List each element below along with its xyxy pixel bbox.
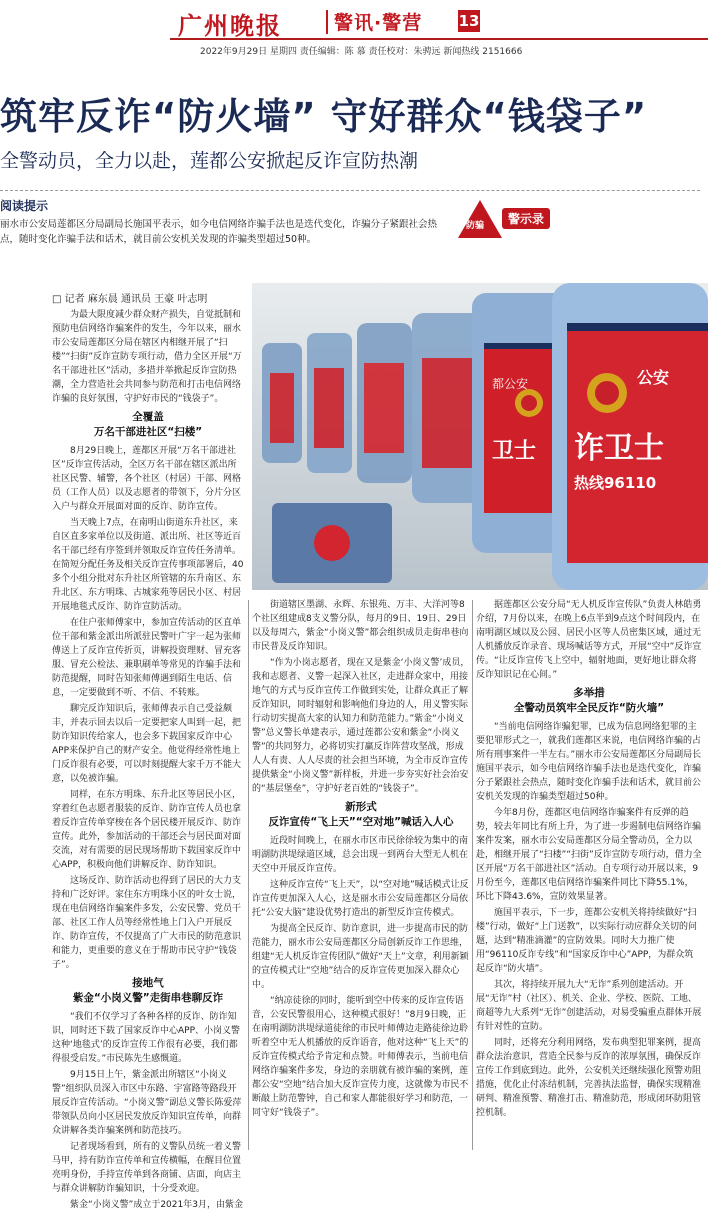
masthead-separator [326, 10, 328, 34]
paragraph: 记者现场看到，所有的义警队员统一着义警马甲，持有防诈宣传单和宣传横幅，在醒目位置亮明身份，手持宣传单到各商铺、店面，向店主与群众讲解防诈骗知识，十分受欢迎。 [52, 1142, 242, 1194]
paragraph: “当前电信网络诈骗犯罪，已成为信息网络犯罪的主要犯罪形式之一，就我们莲都区来说，电信网络诈骗的占所有刑事案件一半左右。”丽水市公安局莲都区分局副局长施国平表示，如今电信网络诈骗手法也是迭代变化，诈骗分子紧跟社会热点，随时变化诈骗手法和话术，就目前公安机关发现的诈骗类型超过50种。 [476, 722, 702, 802]
paragraph: 为最大限度减少群众财产损失，自觉抵制和预防电信网络诈骗案件的发生，今年以来，丽水市公安局莲都区分局在辖区内相继开展了“扫楼”“扫街”反诈宣防专项行动，借力全区开展“万名干部进社区”活动，多措并举掀起反诈宣防热潮，全力营造社会共同参与防范和打击电信网络诈骗的良好氛围，守护好市民的“钱袋子”。 [52, 310, 242, 404]
byline: □ 记者 麻东晨 通讯员 王豪 叶志明 [52, 294, 208, 305]
warning-badge [458, 200, 568, 240]
article-column-3 [476, 598, 702, 1158]
read-hint-text: 丽水市公安局莲都区分局副局长施国平表示，如今电信网络诈骗手法也是迭代变化，诈骗分子紧跟社会热点，随时变化诈骗手法和话术，就目前公安机关发现的诈骗类型超过50种。 [0, 219, 438, 245]
vest-text-5: 公安 [637, 368, 670, 387]
section-heading: 新形式 反诈宣传“飞上天”“空对地”喊话入人心 [268, 801, 454, 828]
warning-label: 警示录 [502, 208, 550, 229]
column-divider [472, 600, 473, 1150]
paragraph: 同样，在东方明珠、东升北区等居民小区，穿着红色志愿者服装的反诈、防诈宣传人员也拿着反诈宣传单穿梭在各个居民楼开展反诈、防诈宣传。此外，参加活动的干部还会与居民面对面交流，对有需要的居民现场帮助下载国家反诈中心APP，积极向他们讲解反诈、防诈知识。 [52, 790, 242, 870]
section-name: 警讯·警营 [334, 12, 423, 34]
paragraph: 这场反诈、防诈活动也得到了居民的大力支持和广泛好评。家住东方明珠小区的叶女士说，现在电信网络诈骗案件多发，公安民警、党员干部、社区工作人员等经常性地上门入户开展反诈、防诈宣传，不仅提高了广大市民的防范意识和能力，更重要的意义在于帮助市民守护“钱袋子”。 [52, 876, 242, 970]
police-photo [252, 283, 708, 590]
read-hint [0, 190, 700, 253]
section-heading: 全覆盖 万名干部进社区“扫楼” [93, 411, 203, 438]
headline: 筑牢反诈“防火墙” 守好群众“钱袋子” [0, 95, 648, 138]
paragraph: 聊完反诈知识后，张师傅表示自己受益颇丰，并表示回去以后一定要把家人叫到一起，把防诈知识传给家人，也会多下载国家反诈中心APP来保护自己的财产安全。他觉得经常性地上门反诈很有必要，可以时刻提醒大家千万不能大意，以免被诈骗。 [52, 704, 242, 784]
paragraph: 当天晚上7点，在南明山街道东升社区，来自区直多家单位以及街道、派出所、社区等近百名干部已经有序签到并领取反诈宣传任务清单。在简短分配任务及相关反诈宣传事项部署后，40多个小组分批对东升社区所管辖的东升南区、东升北区、东方明珠、古城家苑等居民小区、村居开展地毯式反诈、防诈宣防活动。 [52, 518, 244, 612]
paragraph: “作为小岗志愿者，现在又是紫金‘小岗义警’成员，我和志愿者、义警一起深入社区，走进群众家中，用接地气的方式与反诈宣传工作做到实处，让群众真正了解反诈知识，同时辐射和影响他们身边的人，用义警实际行动切实提高大家的认知力和防范能力。”紫金“小岗义警”总义警长单建表示，通过莲都公安和紫金“小岗义警”的共同努力，必将切实打赢反诈阵营攻坚战，形成人人有责、人人尽责的社会担当环境，为全市反诈宣传提供紫金“小岗义警”新样板，并进一步夯实好社会治安的“基层堡垒”，守护好老百姓的“钱袋子”。 [252, 658, 470, 794]
paragraph: “纳凉徒徐的同时，能听到空中传来的反诈宣传语音，公安民警很用心，这种模式很好！”8月9日晚，正在南明湖防洪堤绿道徒徐的市民叶师傅边走路徒徐边聆听着空中无人机播放的反诈语音，他对这种“飞上天”的反诈宣传模式给予肯定和点赞。叶师傅表示，当前电信网络诈骗案件多发，身边的亲朋就有被诈骗的案例，莲都公安“空地”结合加大反诈宣传力度，这就像为市民不断敲上防范警钟，自己和家人都能很好学习和防范，一同守好“钱袋子”。 [252, 996, 469, 1118]
paragraph: 据莲都区公安分局“无人机反诈宣传队”负责人林皓勇介绍，7月份以来，在晚上6点半到9点这个时间段内，在南明湖区域以及公园、居民小区等人员密集区域，通过无人机播放反诈录音、现场喊话等方式，开展“空中”反诈宣传。“让反诈宣传飞上空中，辐射地面，更好地让群众将反诈知识记在心间。” [476, 600, 702, 680]
article-column-2 [252, 598, 470, 1158]
section-heading: 多举措 全警动员筑牢全民反诈“防火墙” [513, 687, 665, 714]
vest-text-3: 诈卫士 [574, 431, 664, 466]
article-column-1 [52, 308, 244, 1210]
paragraph: 紫金“小岗义警”成立于2021年3月，由紫金 [70, 1200, 243, 1210]
warning-mark: 防骗 [466, 221, 485, 231]
section-heading: 接地气 紫金“小岗义警”走街串巷聊反诈 [72, 977, 224, 1004]
column-divider [248, 600, 249, 1150]
page-number: 13 [458, 12, 480, 30]
subhead: 全警动员，全力以赴，莲都公安掀起反诈宣防热潮 [0, 150, 419, 172]
paragraph: 街道辖区墨湖、永辉、东银苑、万丰、大洋河等8个社区组建成8支义警分队，每月的9日、19日、29日以及每周六，紫金“小岗义警”都会组织成员走街串巷向市民普及反诈知识。 [252, 600, 469, 652]
paragraph: 其次，将持续开展九大“无诈”系列创建活动。开展“无诈”村（社区）、机关、企业、学校、医院、工地、商超等九大系列“无诈”创建活动，对易受骗重点群体开展有针对性的宣防。 [476, 980, 702, 1032]
paragraph: 9月15日上午，紫金派出所辖区“小岗义警”组织队员深入市区中东路、宇富路等路段开展反诈宣传活动。“小岗义警”副总义警长陈爱萍带领队员向小区居民发放反诈知识宣传单，向群众讲解各类诈骗案例和防范技巧。 [52, 1070, 242, 1136]
paragraph: 为提高全民反诈、防诈意识，进一步提高市民的防范能力，丽水市公安局莲都区分局创新反诈工作思维，组建“无人机反诈宣传团队”做好“天上”文章，利用新颖的宣传模式让“空地”结合的反诈宣传更加深入群众心中。 [252, 924, 469, 990]
paragraph: 施国平表示，下一步，莲都公安机关将持续做好“扫楼”行动，做好“上门送教”，以实际行动应群众关切的问题，达到“精准滴灌”的宣防效果。同时大力推广使用“96110反诈专线”和“国家反诈中心”APP，为群众筑起反诈“防火墙”。 [476, 908, 697, 974]
masthead [0, 0, 708, 64]
dateline: 2022年9月29日 星期四 责任编辑：陈 慕 责任校对：朱骋远 新闻热线 2151666 [200, 47, 523, 57]
vest-text-1: 卫士 [492, 439, 537, 464]
police-photo-illustration [252, 283, 708, 590]
read-hint-title: 阅读提示 [0, 199, 49, 213]
paper-name: 广州晚报 [178, 11, 282, 40]
paragraph: “我们不仅学习了各种各样的反诈、防诈知识，同时还下载了国家反诈中心APP、小岗义警这种‘地毯式’的反诈宣传工作很有必要，我们都得很受启发。”市民陈先生感慨道。 [52, 1012, 241, 1064]
paragraph: 近段时间晚上，在丽水市区市民徐徐较为集中的南明湖防洪堤绿道区域，总会出现一到两台大型无人机在天空中开展反诈宣传。 [252, 836, 469, 874]
paragraph: 今年8月份，莲都区电信网络诈骗案件有反弹的趋势，较去年同比有所上升，为了进一步遏制电信网络诈骗案件发案，丽水市公安局莲都区分局全警动员，全力以赴，相继开展了“扫楼”“扫街”反诈宣防专项行动，借力全区开展“万名干部进社区”活动。自专项行动开展以来，9月份至今，莲都区电信网络诈骗案件同比下降55.1%，环比下降43.6%，宣防效果显著。 [476, 808, 702, 902]
paragraph: 这种反诈宣传“飞上天”，以“空对地”喊话模式让反诈宣传更加深入人心，这是丽水市公安局莲都区分局依托“公安大脑”建设优势打造出的新型反诈宣传模式。 [252, 880, 469, 918]
paragraph: 同时，还将充分利用网络，发布典型犯罪案例，提高群众法治意识，营造全民参与反诈的浓厚氛围，确保反诈宣传工作到底到边。此外，公安机关还继续强化预警劝阻措施，优化止付冻结机制，完善执法监督，确保实现精准研判、精准预警、精准打击、精准防范，形成闭环防阻管控机制。 [476, 1038, 702, 1118]
paragraph: 在住户张师傅家中，参加宣传活动的区直单位干部和紫金派出所派驻民警叶广宇一起为张师傅送上了反诈宣传折页，讲解投资理财、冒充客服、冒充公检法、兼职刷单等常见的诈骗手法和防范提醒，同时告知张师傅遇到陌生电话、信息，一定要做到不听、不信、不转账。 [52, 618, 242, 698]
paragraph: 8月29日晚上，莲都区开展“万名干部进社区”反诈宣传活动，全区万名干部在辖区派出所社区民警、辅警，各个社区（村居）干部、网格员（工作人员）以及志愿者的带领下，分片分区入户与群众开展面对面的反诈、防诈宣传。 [52, 446, 242, 512]
vest-text-2: 热线96110 [574, 474, 657, 492]
vest-text-4: 都公安 [492, 377, 529, 391]
